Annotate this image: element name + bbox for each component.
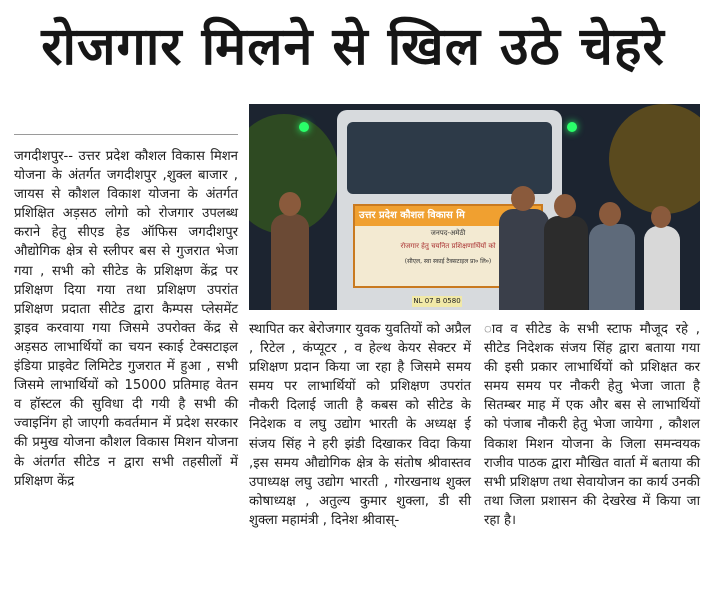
- article-text-1: जगदीशपुर-- उत्तर प्रदेश कौशल विकास मिशन योजना के अंतर्गत जगदीशपुर ,शुक्ल बाजार , जायस से कौशल विकाश योजना के अंतर्गत प्रशिक्षित अड़सठ लोगो को रोजगार उपलब्ध कराने हेतु सीएड हेड ऑफिस जगदीशपुर औद्योगिक क्षेत्र से स्लीपर बस से गुजरात भेजा गया , सभी को सीटेड के प्रशिक्षण केंद्र पर प्रशिक्षण दिया गया तथा प्रशिक्षण उपरांत प्रशिक्षण प्रदाता सीटेड द्वारा कैम्पस प्लेसमेंट ड्राइव करवाया गया जिसमे उपरोक्त केंद्र से अड़सठ लाभार्थियों का चयन स्काई टेक्सटाइल इंडिया प्राइवेट लिमिटेड गुजरात में हुआ , सभी जिसमे लाभार्थियों को 15000 प्रतिमाह वेतन व हॉस्टल की सुविधा दी गयी है सभी की ज्वाइनिंग हो जाएगी कवर्तमान में प्रदेश सरकार की प्रमुख योजना कौशल विकास मिशन योजना के अंतर्गत सीटेड न द्वारा सभी तहसीलों में प्रशिक्षण केंद्र: [14, 149, 238, 489]
- person: [271, 214, 309, 310]
- banner-title: उत्तर प्रदेश कौशल विकास मि: [359, 210, 465, 221]
- banner-sub-2: रोजगार हेतु चयनित प्रशिक्षणार्थियों को: [400, 242, 496, 250]
- column-divider: [14, 134, 238, 135]
- person: [644, 226, 680, 310]
- banner-sub-3: (सीएल, स्वा स्काई टैक्सटाइल प्रा० लि०): [404, 258, 492, 265]
- bus-windshield: [347, 122, 552, 194]
- article-column-2: [249, 320, 471, 530]
- license-plate: NL 07 B 0580: [413, 297, 461, 305]
- article-column-1: [14, 147, 238, 491]
- person: [589, 224, 635, 310]
- headline: रोजगार मिलने से खिल उठे चेहरे: [41, 17, 665, 77]
- article-column-3: [484, 320, 700, 530]
- person: [499, 209, 549, 310]
- article-text-2: स्थापित कर बेरोजगार युवक युवतियों को अप्रैल , रिटेल , कंप्यूटर , व हेल्थ केयर सेक्टर में प्रशिक्षण प्रदान किया जा रहा है जिसमे समय समय पर लाभार्थियों को प्रशिक्षण उपरांत नौकरी दिलाई जाती है कबस को सीटेड के निदेशक व लघु उद्योग भारती के अध्यक्ष ई संजय सिंह ने हरी झंडी दिखाकर विदा किया ,इस समय औद्योगिक क्षेत्र के संतोष श्रीवास्तव उपाध्यक्ष लघु उद्योग भारती , गोरखनाथ शुक्ल कोषाध्यक्ष , अतुल्य कुमार शुक्ला, डी सी शुक्ला महामंत्री , दिनेश श्रीवास्-: [249, 322, 471, 528]
- traffic-light: [299, 122, 309, 132]
- traffic-light: [567, 122, 577, 132]
- tree-right: [609, 104, 700, 214]
- article-text-3: ाव व सीटेड के सभी स्टाफ मौजूद रहे , सीटेड निदेशक संजय सिंह द्वारा बताया गया की इसी प्रकार लाभार्थियों को प्रशिक्षत कर समय समय पर नौकरी हेतु भेजा जाता है सितम्बर माह में एक और बस से लाभार्थियों को पंजाब नौकरी हेतु भेजा जायेगा , कौशल विकाश मिशन योजना के जिला समन्वयक राजीव पाठक द्वारा मौखित वार्ता में बताया की सभी प्रशिक्षण तथा सेवायोजन का कार्य उनकी तथा जिला प्रशासन की देखरेख में किया जा रहा है।: [484, 322, 700, 528]
- person: [544, 216, 588, 310]
- banner-sub-1: जनपद-अमेठी: [430, 229, 466, 237]
- news-photo-bus: [249, 104, 700, 310]
